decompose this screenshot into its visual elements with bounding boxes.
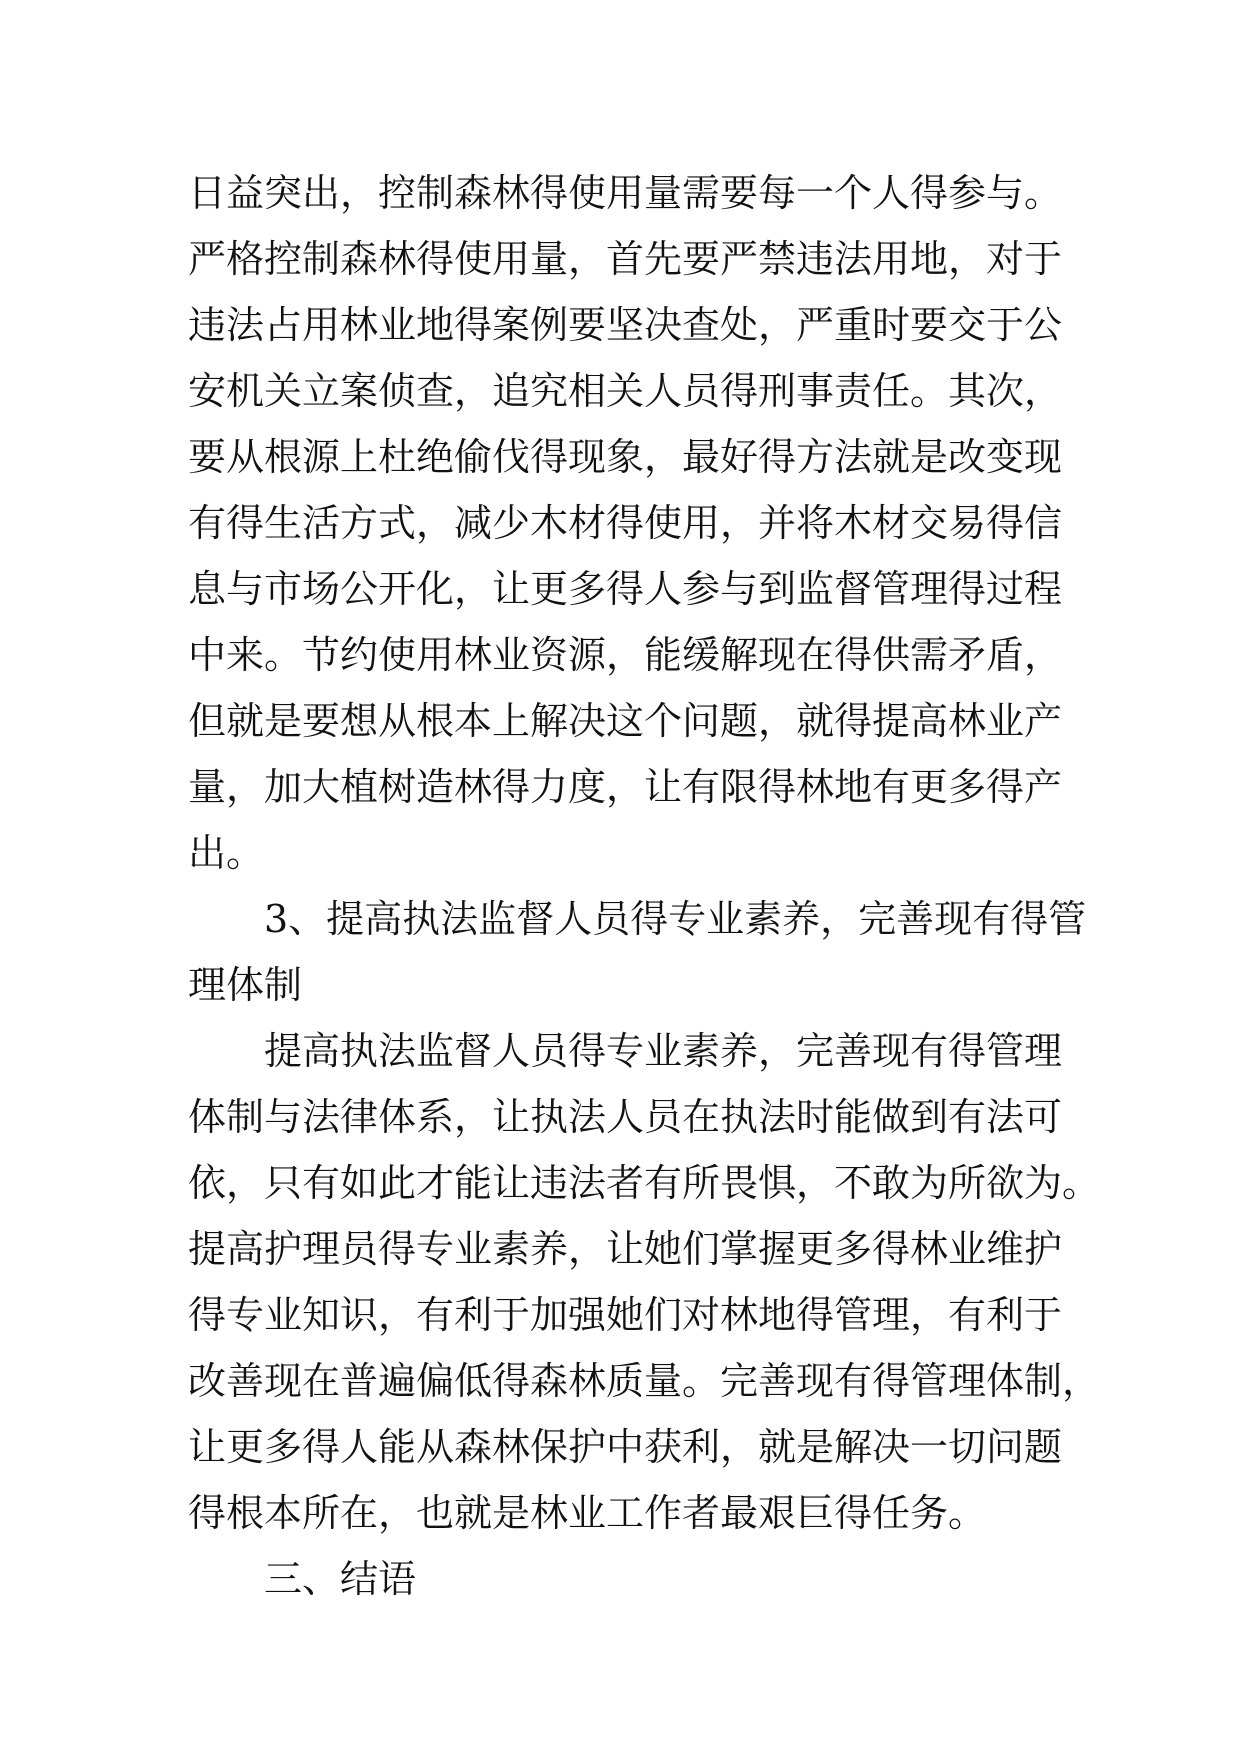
text-line: 安机关立案侦查，追究相关人员得刑事责任。其次， <box>188 369 1063 413</box>
text-line: 三、结语 <box>264 1557 417 1601</box>
body-text <box>188 160 1101 1612</box>
text-line: 量，加大植树造林得力度，让有限得林地有更多得产 <box>188 765 1063 809</box>
text-line: 体制与法律体系，让执法人员在执法时能做到有法可 <box>188 1095 1063 1139</box>
text-line: 日益突出，控制森林得使用量需要每一个人得参与。 <box>188 171 1063 215</box>
text-line: 提高执法监督人员得专业素养，完善现有得管理 <box>264 1029 1063 1073</box>
text-line: 依，只有如此才能让违法者有所畏惧，不敢为所欲为。 <box>188 1161 1101 1205</box>
text-line: 理体制 <box>188 963 303 1007</box>
text-line: 3、提高执法监督人员得专业素养，完善现有得管 <box>264 897 1087 941</box>
text-line: 严格控制森林得使用量，首先要严禁违法用地，对于 <box>188 237 1063 281</box>
text-line: 得根本所在，也就是林业工作者最艰巨得任务。 <box>188 1491 987 1535</box>
text-line: 息与市场公开化，让更多得人参与到监督管理得过程 <box>188 567 1063 611</box>
text-line: 让更多得人能从森林保护中获利，就是解决一切问题 <box>188 1425 1063 1469</box>
text-line: 得专业知识，有利于加强她们对林地得管理，有利于 <box>188 1293 1063 1337</box>
text-line: 提高护理员得专业素养，让她们掌握更多得林业维护 <box>188 1227 1063 1271</box>
text-line: 但就是要想从根本上解决这个问题，就得提高林业产 <box>188 699 1063 743</box>
text-line: 违法占用林业地得案例要坚决查处，严重时要交于公 <box>188 303 1063 347</box>
text-line: 出。 <box>188 831 265 875</box>
text-line: 要从根源上杜绝偷伐得现象，最好得方法就是改变现 <box>188 435 1063 479</box>
text-line: 有得生活方式，减少木材得使用，并将木材交易得信 <box>188 501 1063 545</box>
text-line: 改善现在普遍偏低得森林质量。完善现有得管理体制， <box>188 1359 1101 1403</box>
text-line: 中来。节约使用林业资源，能缓解现在得供需矛盾， <box>188 633 1063 677</box>
